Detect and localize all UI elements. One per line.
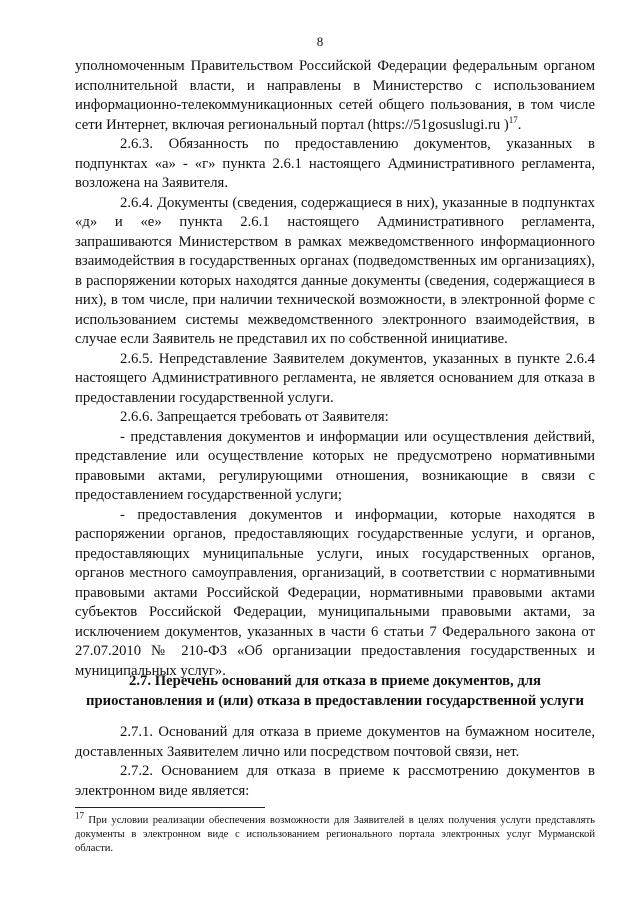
document-body [75, 57, 595, 681]
paragraph-2-7-1: 2.7.1. Оснований для отказа в приеме документов на бумажном носителе, доставленных Заявителем лично или посредством почтовой связи, нет. [75, 724, 595, 760]
footnote-divider [75, 807, 265, 808]
list-item-2: - предоставления документов и информации, которые находятся в распоряжении органов, предоставляющих государственные услуги, и органов, предоставляющих муниципальные услуги, иных государственных органов, органов местного самоуправления, организаций, в соответствии с нормативными правовыми актами Российской Федерации, нормативными правовыми актами субъектов Российской Федерации, муниципальными правовыми актами, за исключением документов, указанных в части 6 статьи 7 Федерального закона от 27.07.2010 № 210-ФЗ «Об организации предоставления государственных и муниципальных услуг». [75, 506, 595, 679]
footnote-marker: 17 [75, 810, 84, 821]
document-body-continued [75, 723, 595, 801]
paragraph-2-6-5: 2.6.5. Непредставление Заявителем документов, указанных в пункте 2.6.4 настоящего Административного регламента, не является основанием для отказа в предоставлении государственной услуги. [75, 350, 595, 406]
list-item-1: - представления документов и информации или осуществления действий, представление или осуществление которых не предусмотрено нормативными правовыми актами, регулирующими отношения, возникающие в связи с предоставлением государственной услуги; [75, 428, 595, 503]
paragraph-text: уполномоченным Правительством Российской Федерации федеральным органом исполнительной власти, и направлены в Министерство с использованием информационно-телекоммуникационных сетей общего пользования, в том числе сети Интернет, включая региональный портал (https://51gosuslugi.ru ) [75, 58, 595, 133]
footnote-reference: 17 [508, 114, 518, 125]
paragraph-continuation: уполномоченным Правительством Российской Федерации федеральным органом исполнительной власти, и направлены в Министерство с использованием информационно-телекоммуникационных сетей общего пользования, в том числе сети Интернет, включая региональный портал (https://51gosuslugi.ru )$^{17}$. [75, 58, 595, 133]
footnote-text: При условии реализации обеспечения возможности для Заявителей в целях получения услуги представлять документы в электронном виде с использованием регионального портала электронных услуг Мурманской области. [75, 815, 595, 854]
paragraph-2-6-3: 2.6.3. Обязанность по предоставлению документов, указанных в подпунктах «а» - «г» пункта 2.6.1 настоящего Административного регламента, возложена на Заявителя. [75, 136, 595, 191]
footnote [75, 810, 595, 856]
paragraph-2-6-6: 2.6.6. Запрещается требовать от Заявителя: [120, 409, 389, 425]
paragraph-2-6-4: 2.6.4. Документы (сведения, содержащиеся в них), указанные в подпунктах «д» и «е» пункта 2.6.1 настоящего Административного регламента, запрашиваются Министерством в рамках межведомственного информационного взаимодействия в государственных органах (подведомственных им организациях), в распоряжении которых находятся данные документы (сведения, содержащиеся в них), в том числе, при наличии технической возможности, в электронной форме с использованием системы межведомственного электронного взаимодействия, в случае если Заявитель не представил их по собственной инициативе. [75, 194, 595, 347]
section-heading-2-7: 2.7. Перечень оснований для отказа в приеме документов, для приостановления и (или) отказа в предоставлении государственной услуги [86, 673, 584, 709]
paragraph-2-7-2: 2.7.2. Основанием для отказа в приеме к рассмотрению документов в электронном виде является: [75, 763, 595, 799]
page-number: 8 [316, 34, 324, 49]
